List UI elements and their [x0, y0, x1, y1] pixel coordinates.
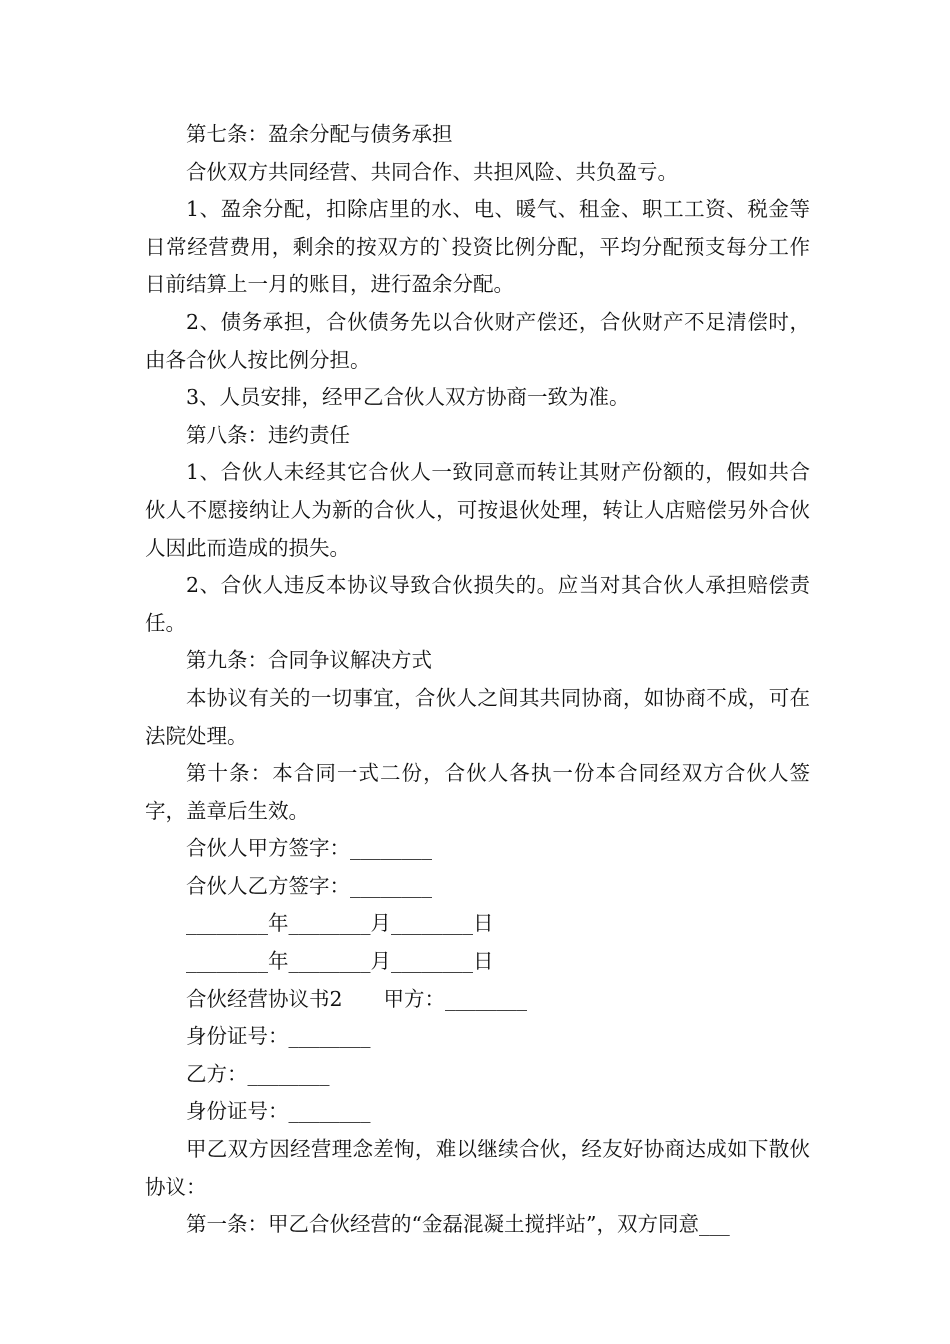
id-number-line: 身份证号：________ [186, 1024, 371, 1049]
paragraph: 1、合伙人未经其它合伙人一致同意而转让其财产份额的，假如共合伙人不愿接纳让人为新的合伙人，可按退伙处理，转让人店赔偿另外合伙人因此而造成的损失。 [145, 460, 810, 560]
party-a-signature-line: 合伙人甲方签字：________ [186, 836, 432, 861]
paragraph: 本协议有关的一切事宜，合伙人之间其共同协商，如协商不成，可在法院处理。 [145, 685, 810, 748]
article-8-heading: 第八条：违约责任 [186, 422, 350, 447]
agreement-2-title-line: 合伙经营协议书2 甲方：________ [186, 986, 528, 1011]
paragraph: 合伙双方共同经营、共同合作、共担风险、共负盈亏。 [186, 159, 678, 184]
paragraph: 1、盈余分配，扣除店里的水、电、暖气、租金、职工工资、税金等日常经营费用，剩余的按双方的`投资比例分配，平均分配预支每分工作日前结算上一月的账目，进行盈余分配。 [145, 197, 810, 297]
document-body [145, 116, 810, 1244]
article-9-heading: 第九条：合同争议解决方式 [186, 648, 432, 673]
article-1-paragraph: 第一条：甲乙合伙经营的“金磊混凝土搅拌站”，双方同意___ [186, 1212, 730, 1237]
party-b-signature-line: 合伙人乙方签字：________ [186, 873, 432, 898]
paragraph: 3、人员安排，经甲乙合伙人双方协商一致为准。 [186, 385, 630, 410]
date-line: ________年________月________日 [186, 911, 494, 936]
article-10-paragraph: 第十条：本合同一式二份，合伙人各执一份本合同经双方合伙人签字，盖章后生效。 [145, 761, 810, 823]
party-b-line: 乙方：________ [186, 1061, 330, 1086]
id-number-line: 身份证号：________ [186, 1099, 371, 1124]
paragraph: 甲乙双方因经营理念差恂，难以继续合伙，经友好协商达成如下散伙协议： [145, 1137, 810, 1199]
paragraph: 2、债务承担，合伙债务先以合伙财产偿还，合伙财产不足清偿时，由各合伙人按比例分担。 [145, 309, 810, 372]
date-line: ________年________月________日 [186, 949, 494, 974]
article-7-heading: 第七条：盈余分配与债务承担 [186, 122, 453, 146]
paragraph: 2、合伙人违反本协议导致合伙损失的。应当对其合伙人承担赔偿责任。 [145, 573, 810, 635]
